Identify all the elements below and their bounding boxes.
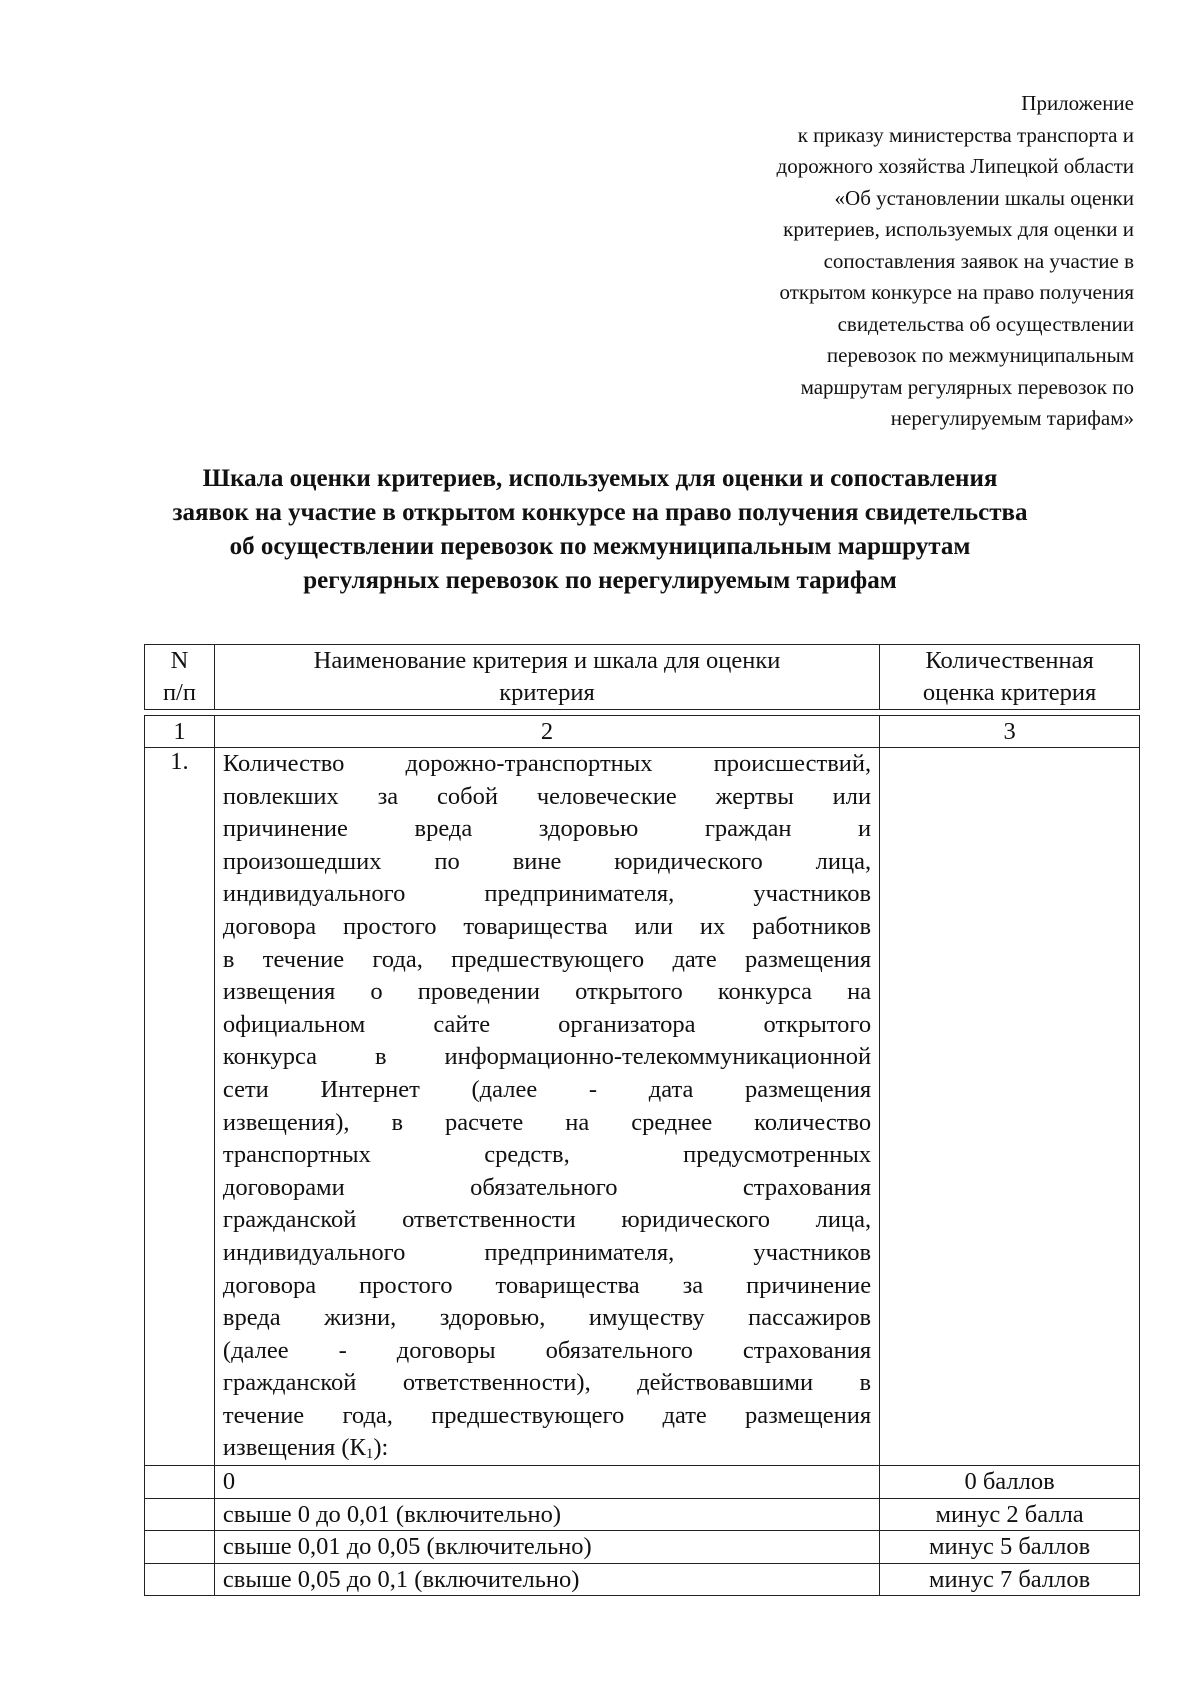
header-score-line: оценка критерия: [922, 679, 1097, 706]
criterion-subscript: 1: [365, 1446, 374, 1463]
criterion-last-prefix: извещения (К: [222, 1434, 366, 1462]
criterion-line: причинение вреда здоровью граждан и: [222, 815, 872, 843]
criterion-line: (далее - договоры обязательного страхования: [222, 1336, 872, 1364]
criteria-table: [144, 644, 1140, 1596]
criterion-row: [145, 748, 1140, 1466]
criterion-line: гражданской ответственности), действовавшими в: [222, 1369, 872, 1397]
header-name-line: Наименование критерия и шкала для оценки: [313, 647, 781, 674]
scale-row: [145, 1531, 1140, 1564]
criterion-last-line: [223, 1432, 871, 1465]
header-score-line: Количественная: [925, 647, 1094, 674]
appendix-line: свидетельства об осуществлении: [837, 311, 1134, 336]
scale-score: минус 2 балла: [880, 1498, 1140, 1531]
appendix-line: дорожного хозяйства Липецкой области: [776, 154, 1134, 178]
title-line: об осуществлении перевозок по межмуниципальным маршрутам: [229, 533, 971, 560]
criterion-line: извещения о проведении открытого конкурса на: [222, 978, 872, 1006]
scale-num-empty: [145, 1531, 215, 1564]
criterion-line: повлекших за собой человеческие жертвы или: [222, 782, 872, 810]
header-num-line: п/п: [162, 679, 196, 706]
criterion-line: индивидуального предпринимателя, участников: [222, 880, 872, 908]
criterion-line: течение года, предшествующего дате размещения: [222, 1401, 872, 1429]
appendix-block: [614, 88, 1134, 435]
title-line: регулярных перевозок по нерегулируемым тарифам: [303, 567, 897, 594]
appendix-line: «Об установлении шкалы оценки: [834, 185, 1134, 210]
col-number-3: 3: [880, 716, 1140, 748]
scale-num-empty: [145, 1498, 215, 1531]
appendix-line: нерегулируемым тарифам»: [890, 406, 1134, 430]
scale-range: 0: [214, 1466, 879, 1499]
appendix-line: к приказу министерства транспорта и: [797, 122, 1134, 147]
criterion-text: [214, 748, 879, 1466]
criterion-score-empty: [880, 748, 1140, 1466]
criterion-line: гражданской ответственности юридического лица,: [222, 1206, 872, 1234]
scale-score: минус 5 баллов: [880, 1531, 1140, 1564]
appendix-line: открытом конкурсе на право получения: [779, 280, 1134, 304]
title-line: Шкала оценки критериев, используемых для оценки и сопоставления: [202, 465, 998, 492]
criterion-line: вреда жизни, здоровью, имуществу пассажиров: [222, 1304, 872, 1332]
col-number-1: 1: [145, 716, 215, 748]
criterion-line: сети Интернет (далее - дата размещения: [222, 1075, 872, 1103]
title-line: заявок на участие в открытом конкурсе на право получения свидетельства: [172, 499, 1028, 526]
criterion-number: 1.: [145, 748, 215, 1466]
criterion-line: официальном сайте организатора открытого: [222, 1010, 872, 1038]
scale-range: свыше 0 до 0,01 (включительно): [214, 1498, 879, 1531]
table-header-row: [145, 645, 1140, 710]
criterion-line: договорами обязательного страхования: [222, 1173, 872, 1201]
criterion-line: произошедших по вине юридического лица,: [222, 847, 872, 875]
appendix-line: маршрутам регулярных перевозок по: [800, 374, 1134, 399]
scale-score: минус 7 баллов: [880, 1563, 1140, 1596]
header-num-line: N: [170, 647, 189, 674]
scale-row: [145, 1498, 1140, 1531]
appendix-line: сопоставления заявок на участие в: [823, 248, 1134, 273]
document-title: [130, 462, 1070, 598]
scale-num-empty: [145, 1466, 215, 1499]
scale-row: [145, 1466, 1140, 1499]
criterion-line: Количество дорожно-транспортных происшествий,: [222, 750, 872, 777]
scale-score: 0 баллов: [880, 1466, 1140, 1499]
header-score: [880, 645, 1140, 710]
criterion-line: извещения), в расчете на среднее количество: [222, 1108, 872, 1136]
header-name: [214, 645, 879, 710]
scale-num-empty: [145, 1563, 215, 1596]
appendix-line: Приложение: [1021, 91, 1134, 115]
criterion-line: конкурса в информационно-телекоммуникационной: [222, 1043, 872, 1071]
criterion-last-suffix: ):: [373, 1434, 389, 1462]
header-num: [145, 645, 215, 710]
criterion-line: договора простого товарищества за причинение: [222, 1271, 872, 1299]
appendix-line: критериев, используемых для оценки и: [783, 217, 1134, 241]
col-number-2: 2: [214, 716, 879, 748]
criterion-line: транспортных средств, предусмотренных: [222, 1141, 872, 1169]
appendix-line: перевозок по межмуниципальным: [826, 343, 1134, 367]
criterion-line: договора простого товарищества или их работников: [222, 912, 872, 940]
criterion-line: в течение года, предшествующего дате размещения: [222, 945, 872, 973]
scale-range: свыше 0,05 до 0,1 (включительно): [214, 1563, 879, 1596]
scale-range: свыше 0,01 до 0,05 (включительно): [214, 1531, 879, 1564]
scale-row: [145, 1563, 1140, 1596]
column-number-row: [145, 716, 1140, 748]
criterion-line: индивидуального предпринимателя, участников: [222, 1238, 872, 1266]
header-name-line: критерия: [499, 679, 595, 706]
